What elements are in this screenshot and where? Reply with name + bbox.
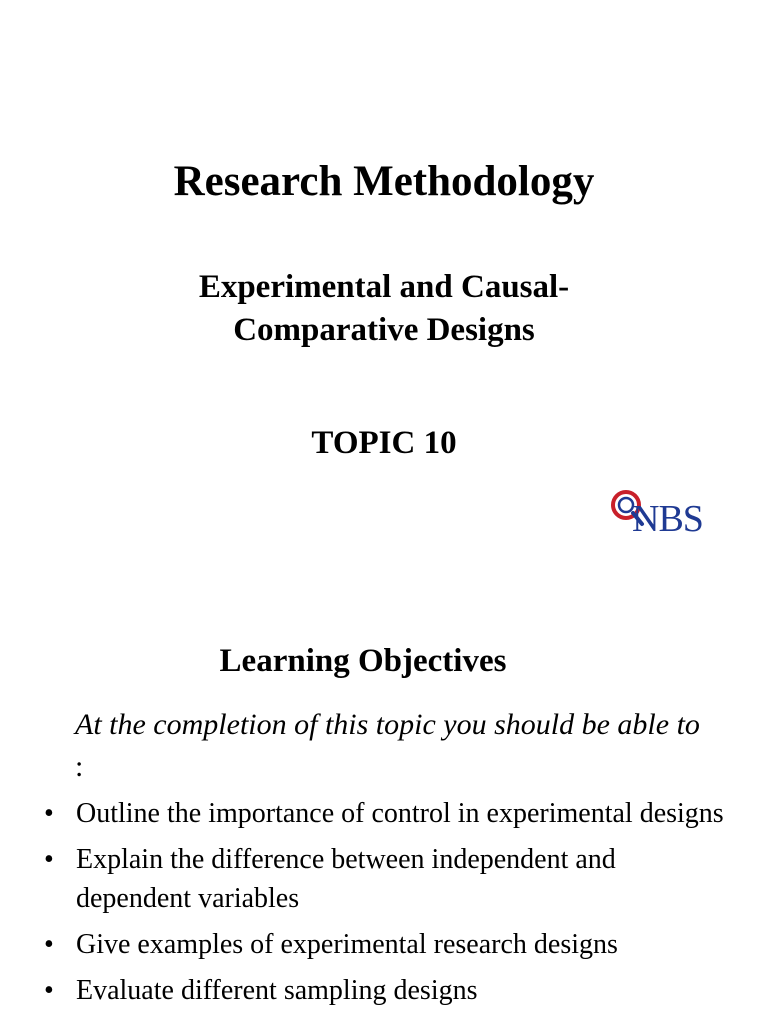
topic-label: TOPIC 10 [311, 425, 457, 461]
objectives-heading: Learning Objectives [219, 643, 507, 679]
slide-title: Research Methodology [173, 158, 595, 205]
slide-subtitle: Experimental and Causal-Comparative Designs [198, 269, 570, 348]
list-item [0, 971, 768, 1010]
bullet-icon: • [44, 975, 54, 1006]
logo-text: NBS [632, 498, 703, 540]
objectives-list [0, 794, 768, 1017]
list-item [0, 794, 768, 833]
bullet-icon: • [44, 798, 54, 829]
objective-text: Explain the difference between independent and dependent variables [76, 844, 616, 914]
intro-suffix: : [75, 750, 84, 783]
objective-text: Give examples of experimental research designs [76, 929, 618, 960]
objectives-slide [0, 600, 768, 1024]
list-item [0, 840, 768, 918]
intro-text: At the completion of this topic you should be able to [75, 708, 700, 741]
bullet-icon: • [44, 929, 54, 960]
nbs-logo [604, 484, 714, 544]
objectives-intro [75, 704, 715, 788]
bullet-icon: • [44, 844, 54, 875]
objective-text: Evaluate different sampling designs [76, 975, 478, 1006]
objective-text: Outline the importance of control in experimental designs [76, 798, 724, 829]
list-item [0, 925, 768, 964]
